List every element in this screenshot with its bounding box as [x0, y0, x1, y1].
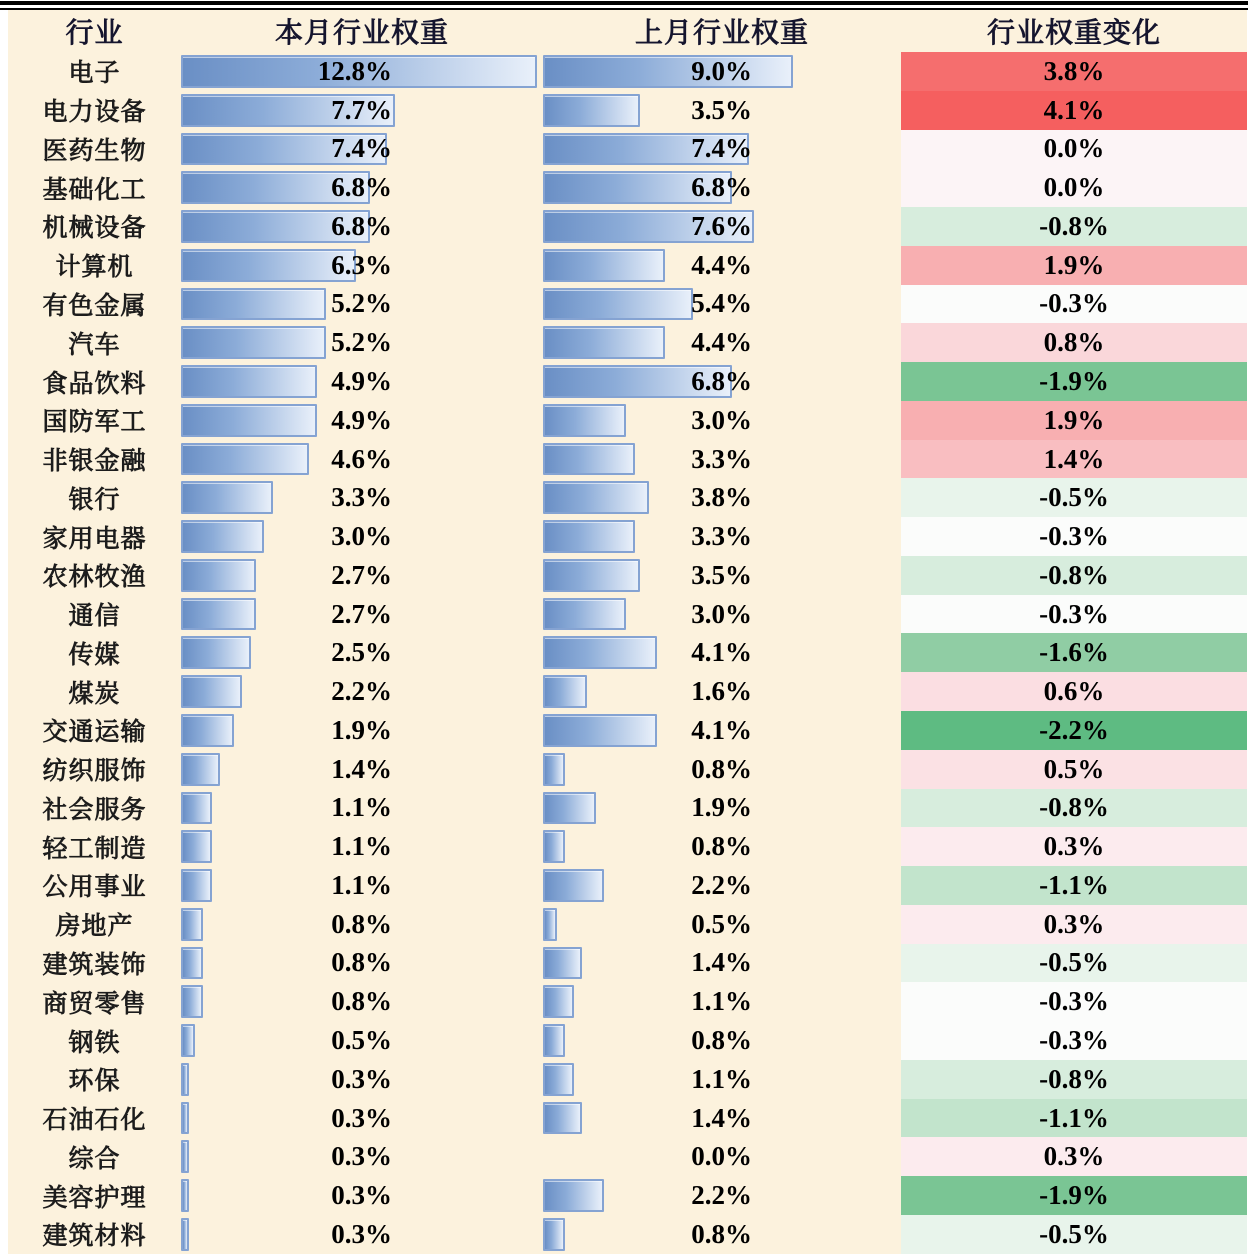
current-weight-cell: [181, 711, 543, 750]
previous-weight-cell: [543, 750, 901, 789]
table-row: [8, 401, 1247, 440]
current-weight-value: 0.8%: [331, 986, 392, 1017]
current-weight-cell: [181, 1137, 543, 1176]
previous-weight-value: 6.8%: [691, 172, 752, 203]
weight-change-cell: 0.8%: [901, 323, 1247, 362]
table-row: [8, 1099, 1247, 1138]
current-weight-value: 1.1%: [331, 831, 392, 862]
weight-change-cell: -0.8%: [901, 556, 1247, 595]
previous-weight-value: 1.4%: [691, 1102, 752, 1133]
current-weight-value: 2.2%: [331, 676, 392, 707]
table-row: [8, 246, 1247, 285]
weight-change-cell: -1.9%: [901, 362, 1247, 401]
table-row: [8, 52, 1247, 91]
previous-weight-cell: [543, 168, 901, 207]
current-weight-cell: [181, 91, 543, 130]
industry-label: 商贸零售: [42, 990, 147, 1018]
previous-weight-value: 7.4%: [691, 133, 752, 164]
table-row: [8, 91, 1247, 130]
table-row: [8, 827, 1247, 866]
previous-weight-cell: [543, 401, 901, 440]
weight-change-cell: -0.3%: [901, 595, 1247, 634]
current-weight-value: 4.6%: [331, 443, 392, 474]
previous-weight-cell: [543, 866, 901, 905]
weight-change-cell: -0.3%: [901, 1021, 1247, 1060]
table-row: [8, 440, 1247, 479]
previous-weight-cell: [543, 1060, 901, 1099]
current-weight-cell: [181, 1099, 543, 1138]
weight-change-cell: -0.5%: [901, 1215, 1247, 1254]
previous-weight-cell: [543, 1099, 901, 1138]
previous-weight-cell: [543, 323, 901, 362]
current-weight-cell: [181, 750, 543, 789]
table-row: [8, 1215, 1247, 1254]
header-weight-change: 行业权重变化: [986, 18, 1161, 49]
table-row: [8, 556, 1247, 595]
current-weight-cell: [181, 1021, 543, 1060]
previous-weight-value: 0.8%: [691, 831, 752, 862]
current-weight-cell: [181, 866, 543, 905]
industry-label: 交通运输: [42, 719, 147, 747]
previous-weight-cell: [543, 246, 901, 285]
previous-weight-value: 0.5%: [691, 908, 752, 939]
previous-weight-cell: [543, 285, 901, 324]
previous-weight-value: 7.6%: [691, 210, 752, 241]
table-row: [8, 362, 1247, 401]
previous-weight-cell: [543, 1215, 901, 1254]
table-header: [8, 10, 1247, 52]
current-weight-value: 0.8%: [331, 908, 392, 939]
industry-label: 食品饮料: [42, 370, 147, 398]
industry-label: 家用电器: [42, 525, 147, 553]
current-weight-cell: [181, 1215, 543, 1254]
weight-change-cell: -1.9%: [901, 1176, 1247, 1215]
weight-change-cell: 4.1%: [901, 91, 1247, 130]
weight-change-cell: -0.3%: [901, 285, 1247, 324]
current-weight-value: 6.8%: [331, 210, 392, 241]
weight-change-cell: 1.9%: [901, 246, 1247, 285]
industry-label: 通信: [68, 603, 121, 631]
industry-label: 电子: [68, 60, 121, 88]
industry-label: 综合: [68, 1145, 121, 1173]
table-row: [8, 323, 1247, 362]
previous-weight-value: 4.4%: [691, 327, 752, 358]
current-weight-value: 1.1%: [331, 869, 392, 900]
current-weight-cell: [181, 633, 543, 672]
previous-weight-cell: [543, 362, 901, 401]
current-weight-value: 0.8%: [331, 947, 392, 978]
industry-label: 传媒: [68, 641, 121, 669]
current-weight-value: 6.3%: [331, 249, 392, 280]
previous-weight-value: 5.4%: [691, 288, 752, 319]
current-weight-cell: [181, 52, 543, 91]
industry-label: 轻工制造: [42, 835, 147, 863]
previous-weight-value: 3.8%: [691, 482, 752, 513]
weight-change-cell: -1.1%: [901, 1099, 1247, 1138]
table-row: [8, 595, 1247, 634]
table-row: [8, 1137, 1247, 1176]
current-weight-cell: [181, 1176, 543, 1215]
weight-change-cell: 1.9%: [901, 401, 1247, 440]
current-weight-value: 7.4%: [331, 133, 392, 164]
previous-weight-cell: [543, 672, 901, 711]
previous-weight-value: 4.1%: [691, 637, 752, 668]
weight-change-cell: -0.3%: [901, 982, 1247, 1021]
table-row: [8, 517, 1247, 556]
table-row: [8, 672, 1247, 711]
previous-weight-cell: [543, 517, 901, 556]
current-weight-value: 0.3%: [331, 1063, 392, 1094]
table-row: [8, 285, 1247, 324]
industry-label: 汽车: [68, 331, 121, 359]
weight-change-cell: -1.6%: [901, 633, 1247, 672]
industry-label: 非银金融: [42, 448, 147, 476]
current-weight-cell: [181, 827, 543, 866]
previous-weight-cell: [543, 827, 901, 866]
previous-weight-value: 0.8%: [691, 1218, 752, 1249]
current-weight-value: 1.9%: [331, 714, 392, 745]
previous-weight-cell: [543, 130, 901, 169]
current-weight-value: 7.7%: [331, 94, 392, 125]
current-weight-cell: [181, 130, 543, 169]
industry-label: 有色金属: [42, 292, 147, 320]
previous-weight-value: 0.8%: [691, 753, 752, 784]
previous-weight-cell: [543, 440, 901, 479]
table-row: [8, 944, 1247, 983]
previous-weight-value: 4.1%: [691, 714, 752, 745]
table-row: [8, 1176, 1247, 1215]
current-weight-cell: [181, 556, 543, 595]
current-weight-value: 0.3%: [331, 1180, 392, 1211]
previous-weight-value: 0.8%: [691, 1025, 752, 1056]
industry-label: 银行: [68, 486, 121, 514]
previous-weight-value: 9.0%: [691, 55, 752, 86]
industry-label: 计算机: [55, 254, 134, 282]
previous-weight-cell: [543, 711, 901, 750]
previous-weight-cell: [543, 944, 901, 983]
current-weight-cell: [181, 285, 543, 324]
current-weight-value: 1.4%: [331, 753, 392, 784]
current-weight-value: 3.0%: [331, 521, 392, 552]
table-row: [8, 130, 1247, 169]
industry-label: 公用事业: [42, 874, 147, 902]
table-row: [8, 1060, 1247, 1099]
table-row: [8, 711, 1247, 750]
industry-label: 钢铁: [68, 1029, 121, 1057]
weight-change-cell: -0.5%: [901, 944, 1247, 983]
weight-change-cell: -0.3%: [901, 517, 1247, 556]
current-weight-cell: [181, 440, 543, 479]
previous-weight-value: 1.4%: [691, 947, 752, 978]
industry-label: 环保: [68, 1068, 121, 1096]
current-weight-value: 4.9%: [331, 404, 392, 435]
current-weight-cell: [181, 905, 543, 944]
previous-weight-value: 3.0%: [691, 404, 752, 435]
weight-change-cell: 0.3%: [901, 827, 1247, 866]
current-weight-cell: [181, 595, 543, 634]
industry-label: 社会服务: [42, 796, 147, 824]
header-industry: 行业: [65, 18, 124, 49]
table-row: [8, 905, 1247, 944]
weight-change-cell: -1.1%: [901, 866, 1247, 905]
current-weight-value: 2.7%: [331, 598, 392, 629]
current-weight-value: 0.5%: [331, 1025, 392, 1056]
industry-label: 电力设备: [42, 99, 147, 127]
weight-change-cell: 0.0%: [901, 168, 1247, 207]
previous-weight-value: 1.1%: [691, 1063, 752, 1094]
weight-change-cell: 0.6%: [901, 672, 1247, 711]
current-weight-value: 5.2%: [331, 288, 392, 319]
current-weight-cell: [181, 944, 543, 983]
previous-weight-value: 2.2%: [691, 1180, 752, 1211]
table-row: [8, 789, 1247, 828]
current-weight-value: 0.3%: [331, 1141, 392, 1172]
current-weight-cell: [181, 168, 543, 207]
weight-change-cell: 0.5%: [901, 750, 1247, 789]
current-weight-value: 0.3%: [331, 1102, 392, 1133]
top-border-thick: [0, 1, 1248, 5]
industry-label: 建筑装饰: [42, 951, 147, 979]
industry-label: 煤炭: [68, 680, 121, 708]
current-weight-cell: [181, 517, 543, 556]
weight-change-cell: -0.8%: [901, 1060, 1247, 1099]
current-weight-cell: [181, 478, 543, 517]
current-weight-cell: [181, 1060, 543, 1099]
current-weight-cell: [181, 207, 543, 246]
current-weight-cell: [181, 789, 543, 828]
table-row: [8, 866, 1247, 905]
current-weight-cell: [181, 246, 543, 285]
table-row: [8, 207, 1247, 246]
current-weight-value: 12.8%: [317, 55, 392, 86]
previous-weight-cell: [543, 91, 901, 130]
weight-change-cell: 0.3%: [901, 1137, 1247, 1176]
table-row: [8, 478, 1247, 517]
previous-weight-value: 0.0%: [691, 1141, 752, 1172]
weight-change-cell: -0.5%: [901, 478, 1247, 517]
table-row: [8, 168, 1247, 207]
industry-label: 房地产: [55, 913, 134, 941]
current-weight-value: 2.5%: [331, 637, 392, 668]
previous-weight-value: 4.4%: [691, 249, 752, 280]
previous-weight-value: 3.0%: [691, 598, 752, 629]
current-weight-value: 1.1%: [331, 792, 392, 823]
industry-label: 国防军工: [42, 409, 147, 437]
current-weight-value: 6.8%: [331, 172, 392, 203]
previous-weight-cell: [543, 478, 901, 517]
weight-change-cell: 1.4%: [901, 440, 1247, 479]
industry-label: 医药生物: [42, 137, 147, 165]
previous-weight-value: 6.8%: [691, 366, 752, 396]
previous-weight-cell: [543, 633, 901, 672]
industry-label: 农林牧渔: [42, 564, 147, 592]
weight-change-cell: 0.0%: [901, 130, 1247, 169]
current-weight-value: 0.3%: [331, 1218, 392, 1249]
header-previous-weight: 上月行业权重: [634, 18, 809, 49]
industry-label: 美容护理: [42, 1184, 147, 1212]
current-weight-value: 2.7%: [331, 559, 392, 590]
weight-change-cell: 0.3%: [901, 905, 1247, 944]
current-weight-cell: [181, 401, 543, 440]
weight-change-cell: -2.2%: [901, 711, 1247, 750]
current-weight-value: 3.3%: [331, 482, 392, 513]
weight-change-cell: -0.8%: [901, 207, 1247, 246]
table-row: [8, 1021, 1247, 1060]
industry-label: 基础化工: [42, 176, 147, 204]
previous-weight-value: 1.9%: [691, 792, 752, 823]
previous-weight-value: 2.2%: [691, 869, 752, 900]
previous-weight-cell: [543, 595, 901, 634]
table-row: [8, 633, 1247, 672]
industry-label: 石油石化: [42, 1107, 147, 1135]
previous-weight-cell: [543, 52, 901, 91]
previous-weight-cell: [543, 207, 901, 246]
current-weight-cell: [181, 323, 543, 362]
previous-weight-cell: [543, 1176, 901, 1215]
previous-weight-cell: [543, 982, 901, 1021]
previous-weight-cell: [543, 1137, 901, 1176]
previous-weight-value: 3.5%: [691, 559, 752, 590]
current-weight-cell: [181, 982, 543, 1021]
previous-weight-value: 3.3%: [691, 443, 752, 474]
weight-change-cell: -0.8%: [901, 789, 1247, 828]
industry-label: 机械设备: [42, 215, 147, 243]
table-row: [8, 982, 1247, 1021]
current-weight-value: 4.9%: [331, 366, 392, 396]
previous-weight-value: 1.6%: [691, 676, 752, 707]
industry-label: 建筑材料: [42, 1223, 147, 1251]
current-weight-cell: [181, 362, 543, 401]
previous-weight-cell: [543, 905, 901, 944]
current-weight-value: 5.2%: [331, 327, 392, 358]
previous-weight-cell: [543, 789, 901, 828]
previous-weight-value: 1.1%: [691, 986, 752, 1017]
table-row: [8, 750, 1247, 789]
header-current-weight: 本月行业权重: [274, 18, 449, 49]
previous-weight-value: 3.3%: [691, 521, 752, 552]
table-content: [8, 10, 1247, 1254]
weight-change-cell: 3.8%: [901, 52, 1247, 91]
previous-weight-cell: [543, 556, 901, 595]
current-weight-cell: [181, 672, 543, 711]
previous-weight-cell: [543, 1021, 901, 1060]
industry-label: 纺织服饰: [42, 758, 147, 786]
table-body: [8, 52, 1247, 1254]
previous-weight-value: 3.5%: [691, 94, 752, 125]
